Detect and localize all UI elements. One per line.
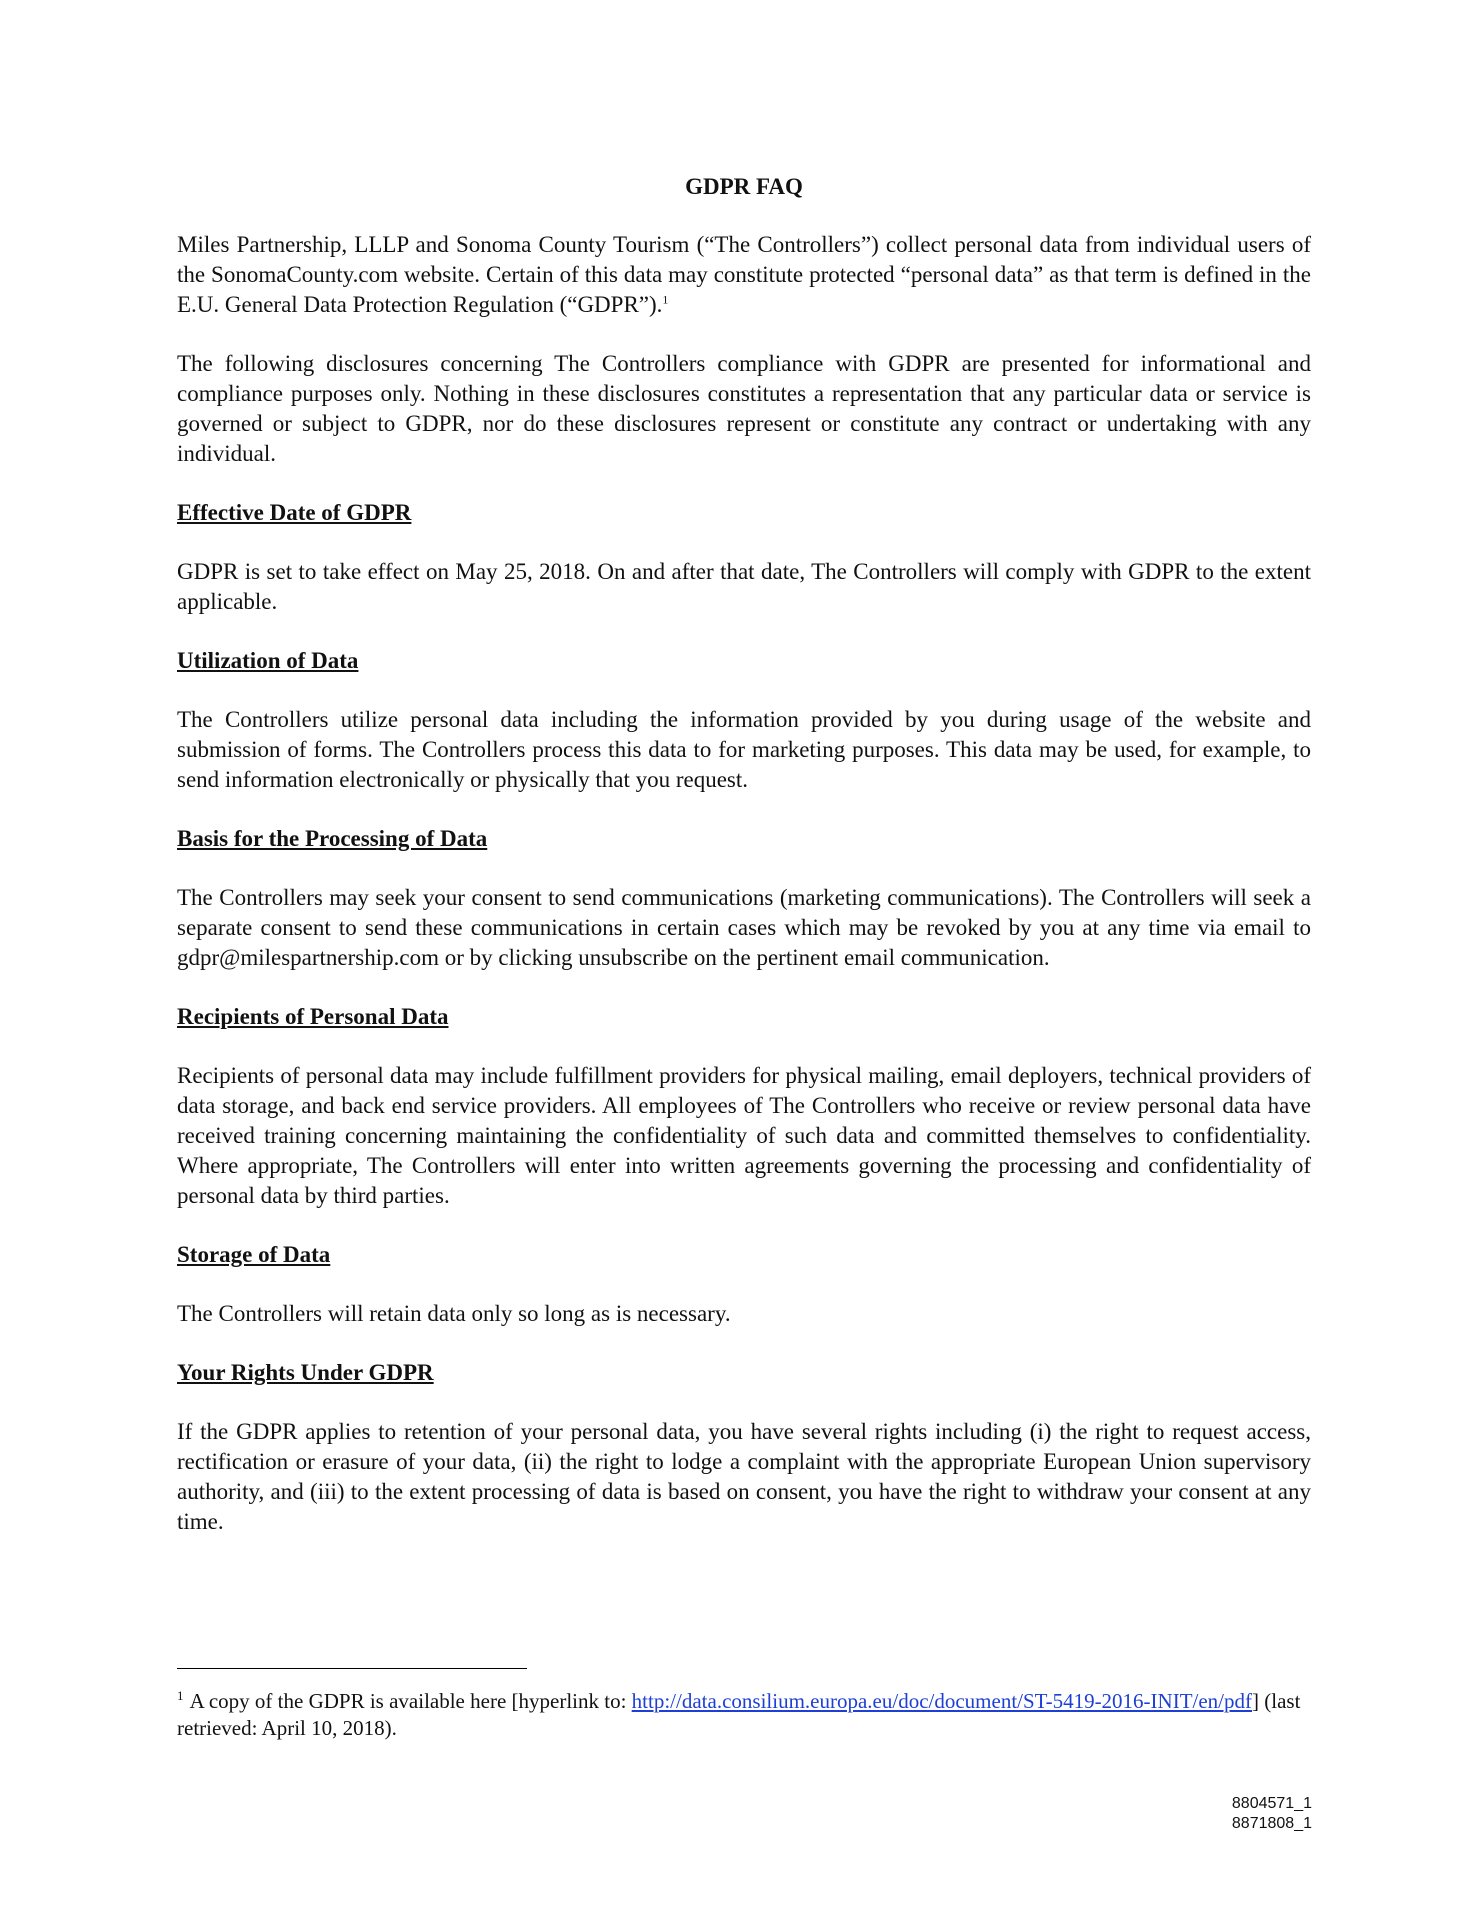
document-ids — [1232, 1794, 1312, 1834]
section-heading-rights: Your Rights Under GDPR — [177, 1360, 434, 1385]
section-heading-recipients: Recipients of Personal Data — [177, 1004, 449, 1029]
intro-paragraph — [177, 230, 1311, 320]
document-title: GDPR FAQ — [685, 174, 803, 199]
document-id: 8804571_1 — [1231, 1795, 1312, 1812]
section-heading-basis: Basis for the Processing of Data — [177, 826, 488, 851]
section-body-basis: The Controllers may seek your consent to send communications (marketing communications). The Controllers will seek a separate consent to send these communications in certain cases which may be revoked by you at any time via email to gdpr@milespartnership.com or by clicking unsubscribe on the pertinent email communication. — [177, 885, 1311, 970]
footnote-suffix: ] (last retrieved: April 10, 2018). — [177, 1689, 1301, 1740]
footnote-link[interactable]: http://data.consilium.europa.eu/doc/document/ST-5419-2016-INIT/en/pdf — [631, 1689, 1253, 1713]
section-body-recipients: Recipients of personal data may include fulfillment providers for physical mailing, email deployers, technical providers of data storage, and back end service providers. All employees of The Controllers who receive or review personal data have received training concerning maintaining the confidentiality of such data and committed themselves to confidentiality. Where appropriate, The Controllers will enter into written agreements governing the processing and confidentiality of personal data by third parties. — [177, 1063, 1311, 1208]
footnote-reference[interactable]: 1 — [662, 292, 669, 307]
footnote-number: 1 — [177, 1688, 184, 1703]
section-body-rights: If the GDPR applies to retention of your personal data, you have several rights including (i) the right to request access, rectification or erasure of your data, (ii) the right to lodge a complaint with the appropriate European Union supervisory authority, and (iii) to the extent processing of data is based on consent, you have the right to withdraw your consent at any time. — [177, 1419, 1311, 1534]
section-heading-utilization: Utilization of Data — [177, 648, 359, 673]
intro-text: Miles Partnership, LLLP and Sonoma County Tourism (“The Controllers”) collect personal data from individual users of the SonomaCounty.com website. Certain of this data may constitute protected “personal data” as that term is defined in the E.U. General Data Protection Regulation (“GDPR”). — [177, 232, 1311, 317]
footnote — [177, 1688, 1311, 1742]
section-body-utilization: The Controllers utilize personal data including the information provided by you during usage of the website and submission of forms. The Controllers process this data to for marketing purposes. This data may be used, for example, to send information electronically or physically that you request. — [177, 707, 1311, 792]
section-heading-effective-date: Effective Date of GDPR — [177, 500, 412, 525]
footnote-divider — [177, 1668, 527, 1669]
footnote-prefix: A copy of the GDPR is available here [hyperlink to: — [189, 1689, 632, 1713]
disclosure-paragraph: The following disclosures concerning The Controllers compliance with GDPR are presented for informational and compliance purposes only. Nothing in these disclosures constitutes a representation that any particular data or service is governed or subject to GDPR, nor do these disclosures represent or constitute any contract or undertaking with any individual. — [177, 351, 1311, 466]
document-id: 8871808_1 — [1231, 1815, 1312, 1832]
section-body-storage: The Controllers will retain data only so long as is necessary. — [177, 1301, 731, 1326]
document-body — [177, 172, 1311, 1566]
section-body-effective-date: GDPR is set to take effect on May 25, 2018. On and after that date, The Controllers will comply with GDPR to the extent applicable. — [177, 559, 1311, 614]
section-heading-storage: Storage of Data — [177, 1242, 331, 1267]
